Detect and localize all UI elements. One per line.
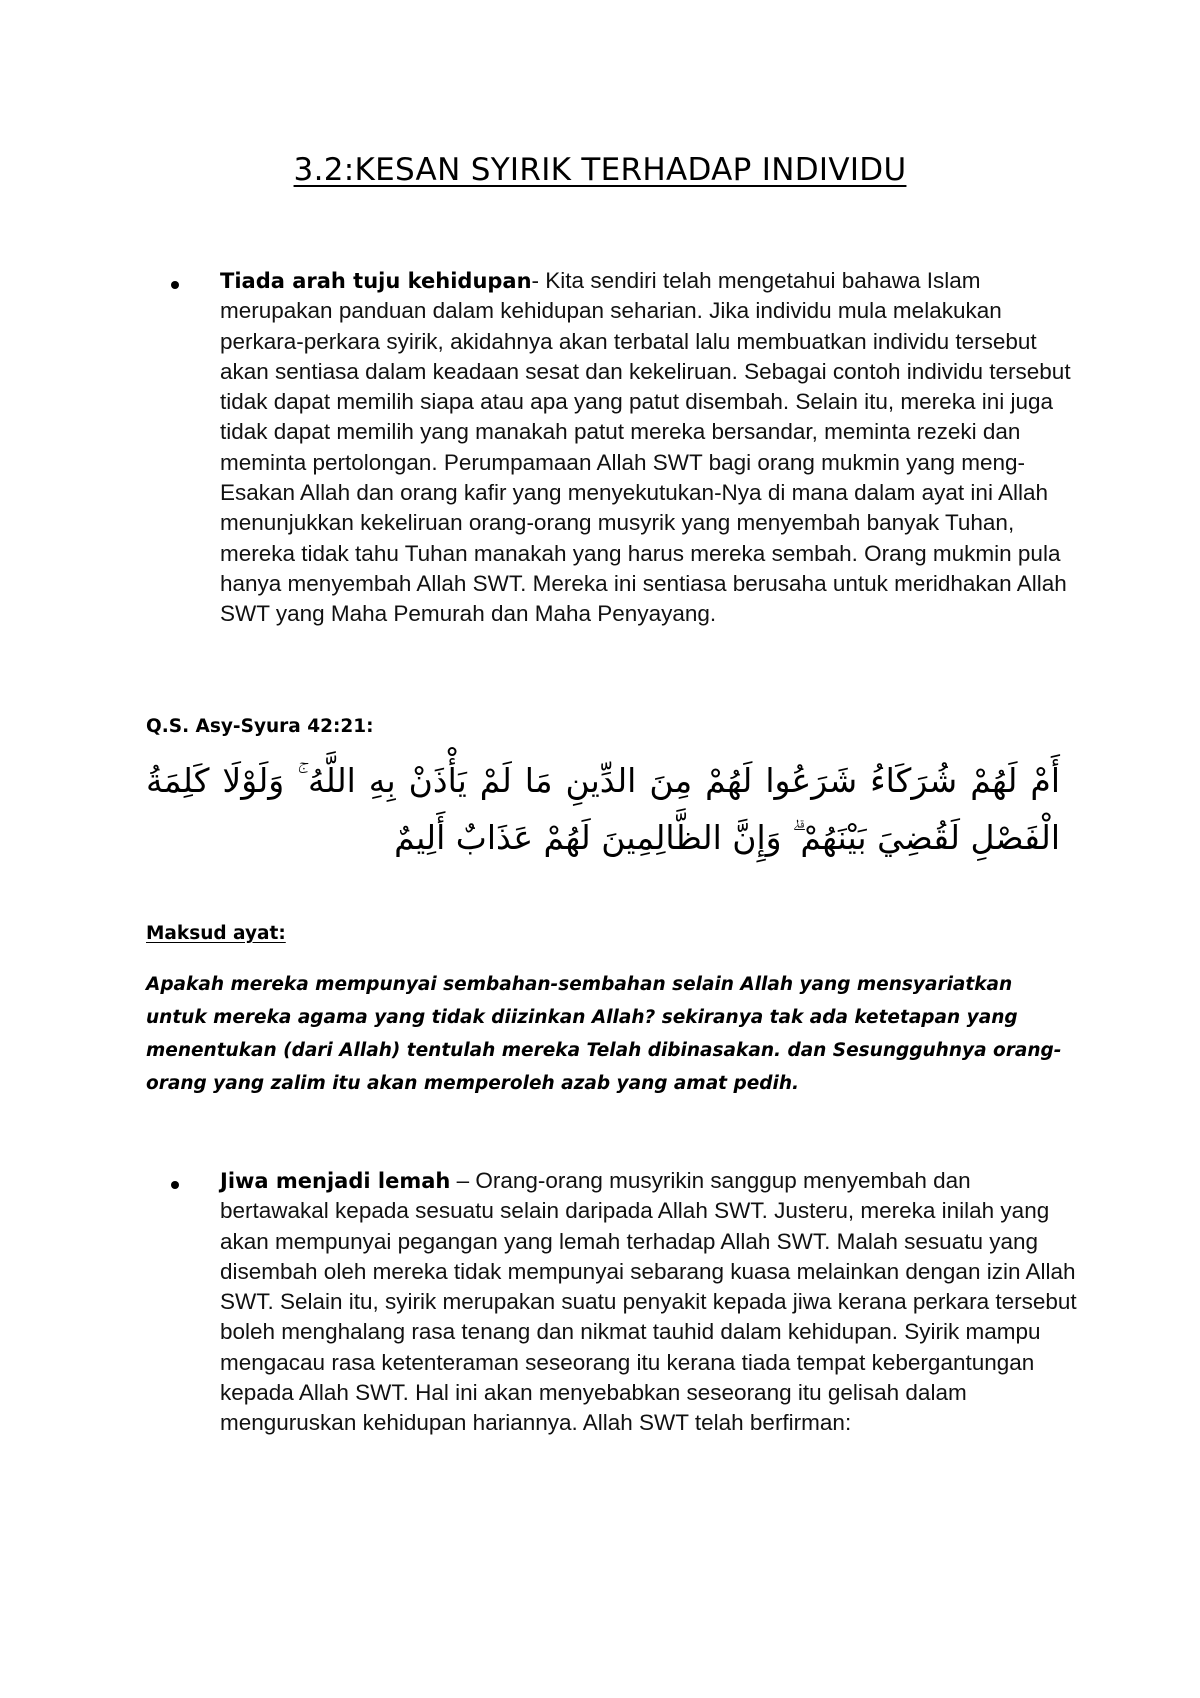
point-body: - Kita sendiri telah mengetahui bahawa Islam merupakan panduan dalam kehidupan seharian. Jika individu mula melakukan perkara-perkara syirik, akidahnya akan terbatal lalu membuatkan individu tersebut akan sentiasa dalam keadaan sesat dan kekeliruan. Sebagai contoh individu tersebut tidak dapat memilih siapa atau apa yang patut disembah. Selain itu, mereka ini juga tidak dapat memilih yang manakah patut mereka bersandar, meminta rezeki dan meminta pertolongan. Perumpamaan Allah SWT bagi orang mukmin yang meng-Esakan Allah dan orang kafir yang menyekutukan-Nya di mana dalam ayat ini Allah menunjukkan kekeliruan orang-orang musyrik yang menyembah banyak Tuhan, mereka tidak tahu Tuhan manakah yang harus mereka sembah. Orang mukmin pula hanya menyembah Allah SWT. Mereka ini sentiasa berusaha untuk meridhakan Allah SWT yang Maha Pemurah dan Maha Penyayang.: [220, 268, 1071, 627]
bullet-icon: [171, 281, 179, 289]
point-lead: Tiada arah tuju kehidupan: [220, 269, 532, 293]
verse-meaning: Apakah mereka mempunyai sembahan-sembahan selain Allah yang mensyariatkan untuk mereka agama yang tidak diizinkan Allah? sekiranya tak ada ketetapan yang menentukan (dari Allah) tentulah mereka Telah dibinasakan. dan Sesungguhnya orang-orang yang zalim itu akan memperoleh azab yang amat pedih.: [146, 974, 1062, 1094]
bullet-icon: [171, 1181, 179, 1189]
point-lead: Jiwa menjadi lemah: [220, 1169, 451, 1193]
page-title: 3.2:KESAN SYIRIK TERHADAP INDIVIDU: [293, 152, 907, 188]
point-body: – Orang-orang musyrikin sanggup menyembah dan bertawakal kepada sesuatu selain daripada Allah SWT. Justeru, mereka inilah yang akan mempunyai pegangan yang lemah terhadap Allah SWT. Malah sesuatu yang disembah oleh mereka tidak mempunyai sebarang kuasa melainkan dengan izin Allah SWT. Selain itu, syirik merupakan suatu penyakit kepada jiwa kerana perkara tersebut boleh menghalang rasa tenang dan nikmat tauhid dalam kehidupan. Syirik mampu mengacau rasa ketenteraman seseorang itu kerana tiada tempat kebergantungan kepada Allah SWT. Hal ini akan menyebabkan seseorang itu gelisah dalam menguruskan kehidupan hariannya. Allah SWT telah berfirman:: [220, 1168, 1077, 1436]
point-paragraph: [220, 1166, 1080, 1439]
verse-reference: Q.S. Asy-Syura 42:21:: [146, 716, 374, 737]
arabic-verse: أَمْ لَهُمْ شُرَكَاءُ شَرَعُوا لَهُمْ مِنَ الدِّينِ مَا لَمْ يَأْذَنْ بِهِ اللَّهُ ۚ وَلَوْلَا كَلِمَةُ الْفَصْلِ لَقُضِيَ بَيْنَهُمْ ۗ وَإِنَّ الظَّالِمِينَ لَهُمْ عَذَابٌ أَلِيمٌ: [146, 761, 1060, 857]
verse-meaning-label: Maksud ayat:: [146, 923, 286, 944]
point-paragraph: [220, 266, 1080, 630]
